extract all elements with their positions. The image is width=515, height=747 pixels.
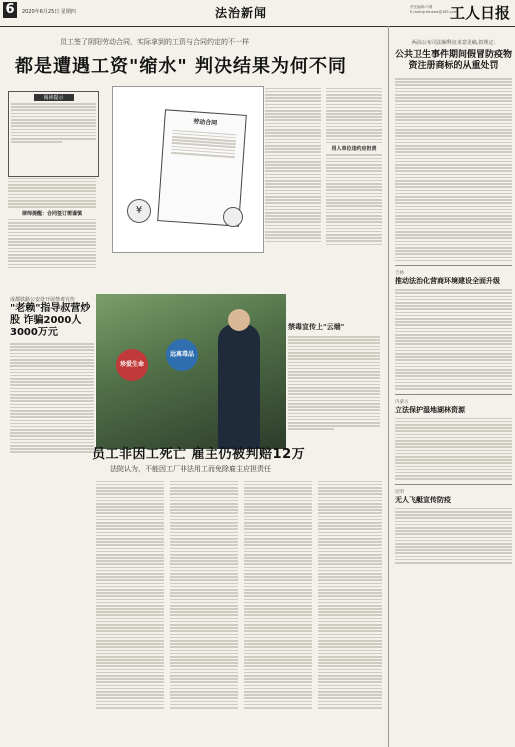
bottom-body-col-1 [96,479,164,710]
page-number: 6 [3,2,17,18]
section-2-headline: 推动法治化营商环境建设全面升级 [395,277,500,286]
reading-tips-title: 阅读提示 [34,94,74,101]
lead-body-col-2 [265,86,321,244]
officer-figure [218,324,260,449]
right-headline: 公共卫生事件期间假冒防疫物资注册商标的从重处罚 [395,50,513,71]
lead-body-col-3 [326,86,382,247]
bottom-body-col-4 [318,479,382,710]
section-3-headline: 立法保护湿地湖林资源 [395,405,465,414]
masthead: 工人日报 [450,4,511,22]
photo-caption-title: 禁毒宣传上"云端" [288,323,345,331]
fraud-headline: "老赖"指导叔营炒股 诈骗2000人3000万元 [10,303,91,338]
fraud-story [10,296,94,455]
bottom-body-col-3 [244,479,312,710]
reading-tips-box [8,91,99,177]
section-2-label: 吉林 [395,271,404,277]
contract-illustration [112,86,264,253]
lead-body-col-1 [8,176,96,270]
fraud-kicker: 成都铁路公安处开展禁毒宣传 [10,297,76,303]
lead-headline: 都是遭遇工资"缩水" 判决结果为何不同 [15,56,348,77]
reading-tips-text [11,103,96,143]
lead-subhead-2: 用人单位违约应担责 [331,146,377,153]
editor-line-2: E-mail:grrbnews@163.com [410,10,458,14]
coin-icon [223,207,243,227]
left-main-area [0,26,386,747]
section-title: 法治新闻 [215,6,268,20]
editor-line-1: 责任编辑:卢纲 [410,5,433,9]
contract-title: 劳动合同 [192,118,218,127]
section-4-label: 昆明 [395,489,404,495]
right-column [388,26,515,747]
section-3-label: 内蒙古 [395,399,409,405]
bottom-headline: 员工非因工死亡 雇主仍被判赔12万 [92,447,306,462]
anti-drug-photo [96,294,286,449]
right-kicker: 两高公布司法解释征求意见稿,拟规定: [411,40,496,46]
officer-head [228,309,250,331]
photo-caption [288,322,380,432]
lead-subhead-1: 律师提醒：合同签订需谨慎 [21,210,82,217]
page-header [0,0,515,27]
coin-icon: ¥ [127,199,151,223]
lead-kicker: 员工签了阴阳劳动合同，实际拿到的工资与合同约定的不一样 [60,38,249,46]
badge-cherish-life: 珍爱生命 [116,349,148,381]
section-4-headline: 无人飞艇宣传防疫 [395,495,451,504]
date-line: 2020年6月25日 星期四 [22,9,76,15]
badge-stay-away-drugs: 远离毒品 [166,339,198,371]
bottom-body-col-2 [170,479,238,710]
bottom-subhead: 法院认为，不能因工厂非法用工而免除雇主应担责任 [110,465,271,473]
